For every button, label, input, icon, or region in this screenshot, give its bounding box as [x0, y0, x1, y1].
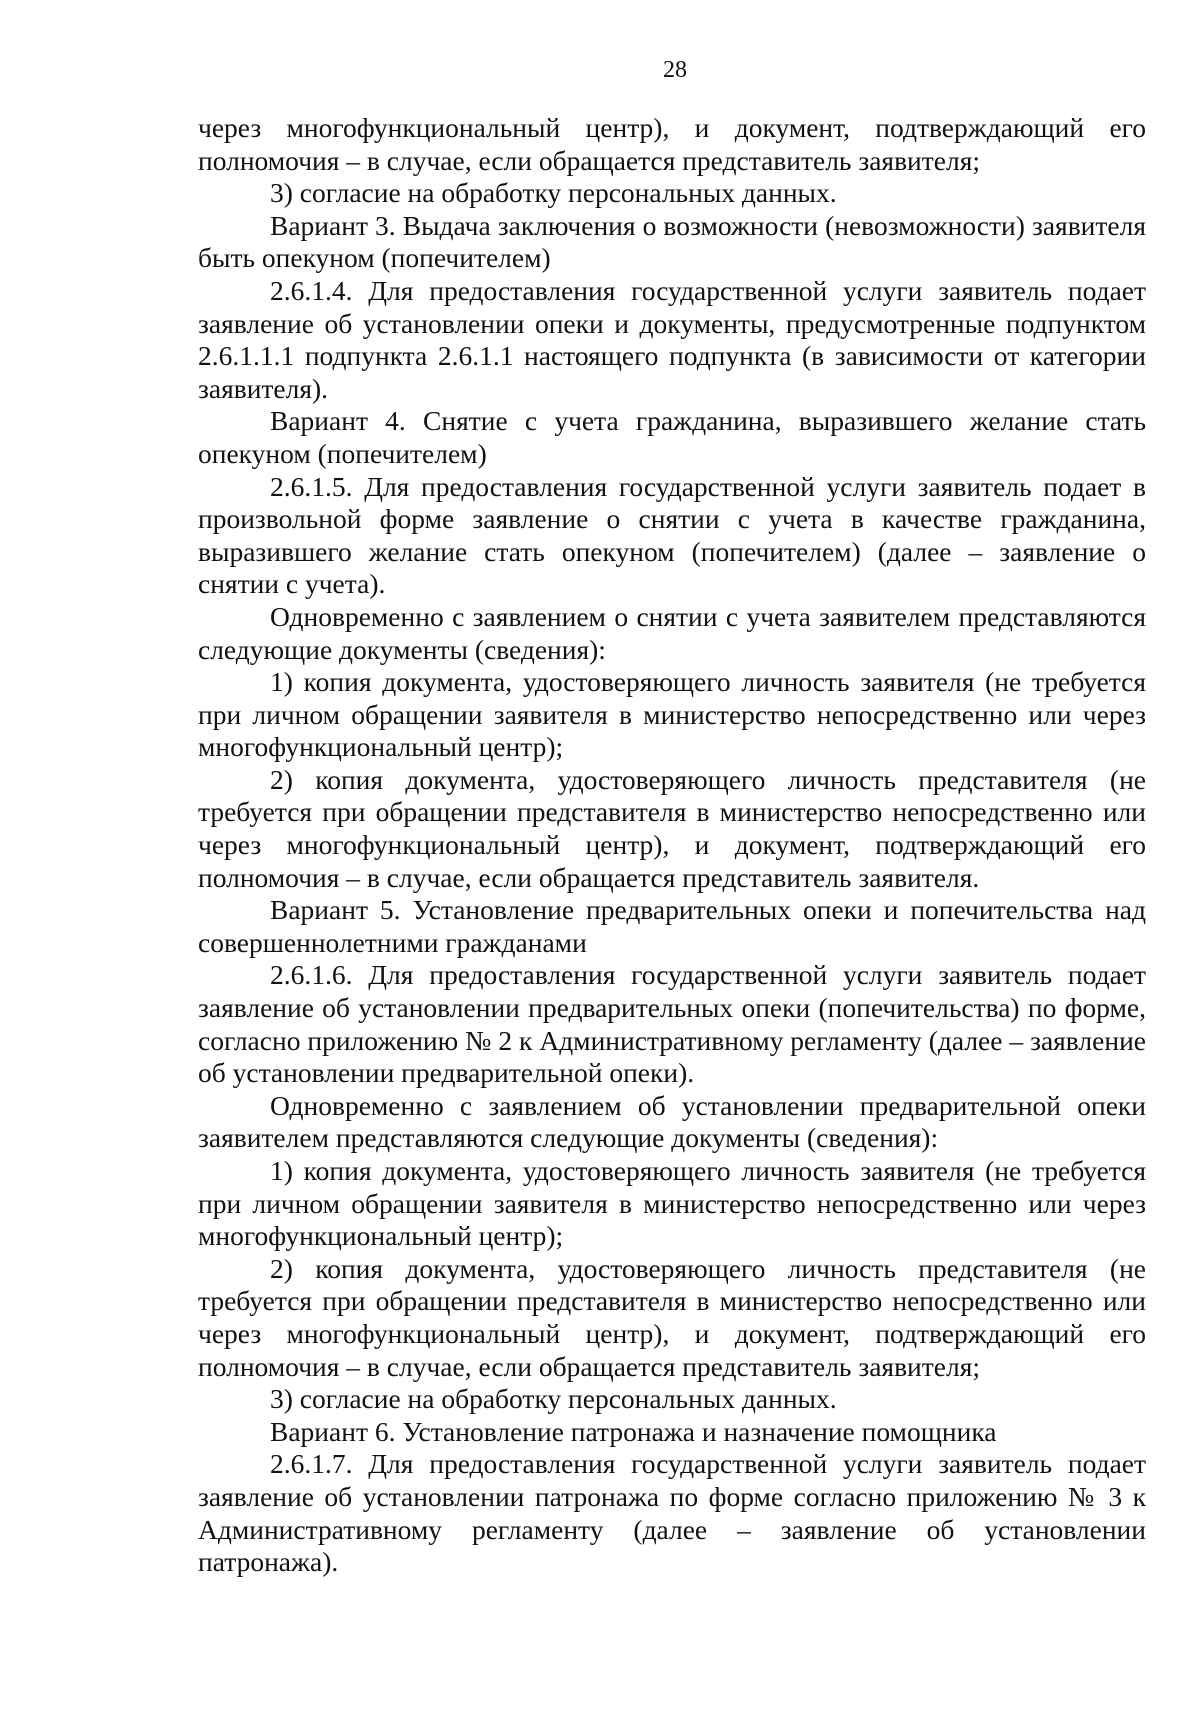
paragraph: 2.6.1.4. Для предоставления государственной услуги заявитель подает заявление об установлении опеки и документы, предусмотренные подпунктом 2.6.1.1.1 подпункта 2.6.1.1 настоящего подпункта (в зависимости от категории заявителя). [198, 274, 1146, 404]
paragraph: 3) согласие на обработку персональных данных. [270, 1383, 837, 1415]
page-number: 28 [663, 57, 687, 83]
paragraph: Вариант 6. Установление патронажа и назначение помощника [270, 1415, 997, 1447]
paragraph: 2) копия документа, удостоверяющего личность представителя (не требуется при обращении представителя в министерство непосредственно или через многофункциональный центр), и документ, подтверждающий его полномочия – в случае, если обращается представитель заявителя. [198, 763, 1146, 893]
paragraph: 1) копия документа, удостоверяющего личность заявителя (не требуется при личном обращении заявителя в министерство непосредственно или через многофункциональный центр); [198, 1155, 1146, 1252]
paragraph: 2) копия документа, удостоверяющего личность представителя (не требуется при обращении представителя в министерство непосредственно или через многофункциональный центр), и документ, подтверждающий его полномочия – в случае, если обращается представитель заявителя; [198, 1252, 1146, 1382]
document-body [198, 112, 1146, 1579]
paragraph: Вариант 5. Установление предварительных опеки и попечительства над совершеннолетними гражданами [198, 894, 1146, 958]
paragraph: 3) согласие на обработку персональных данных. [270, 177, 837, 209]
paragraph: Вариант 4. Снятие с учета гражданина, выразившего желание стать опекуном (попечителем) [198, 405, 1146, 469]
paragraph: через многофункциональный центр), и документ, подтверждающий его полномочия – в случае, если обращается представитель заявителя; [198, 112, 1146, 176]
paragraph: Вариант 3. Выдача заключения о возможности (невозможности) заявителя быть опекуном (попечителем) [198, 209, 1146, 274]
paragraph: Одновременно с заявлением об установлении предварительной опеки заявителем представляются следующие документы (сведения): [198, 1089, 1146, 1154]
paragraph: 2.6.1.7. Для предоставления государственной услуги заявитель подает заявление об установлении патронажа по форме согласно приложению № 3 к Административному регламенту (далее – заявление об установлении патронажа). [198, 1448, 1146, 1578]
paragraph: 1) копия документа, удостоверяющего личность заявителя (не требуется при личном обращении заявителя в министерство непосредственно или через многофункциональный центр); [198, 666, 1146, 763]
paragraph: 2.6.1.5. Для предоставления государственной услуги заявитель подает в произвольной форме заявление о снятии с учета в качестве гражданина, выразившего желание стать опекуном (попечителем) (далее – заявление о снятии с учета). [198, 470, 1146, 600]
paragraph: 2.6.1.6. Для предоставления государственной услуги заявитель подает заявление об установлении предварительных опеки (попечительства) по форме, согласно приложению № 2 к Административному регламенту (далее – заявление об установлении предварительной опеки). [198, 959, 1146, 1089]
paragraph: Одновременно с заявлением о снятии с учета заявителем представляются следующие документы (сведения): [198, 600, 1146, 665]
